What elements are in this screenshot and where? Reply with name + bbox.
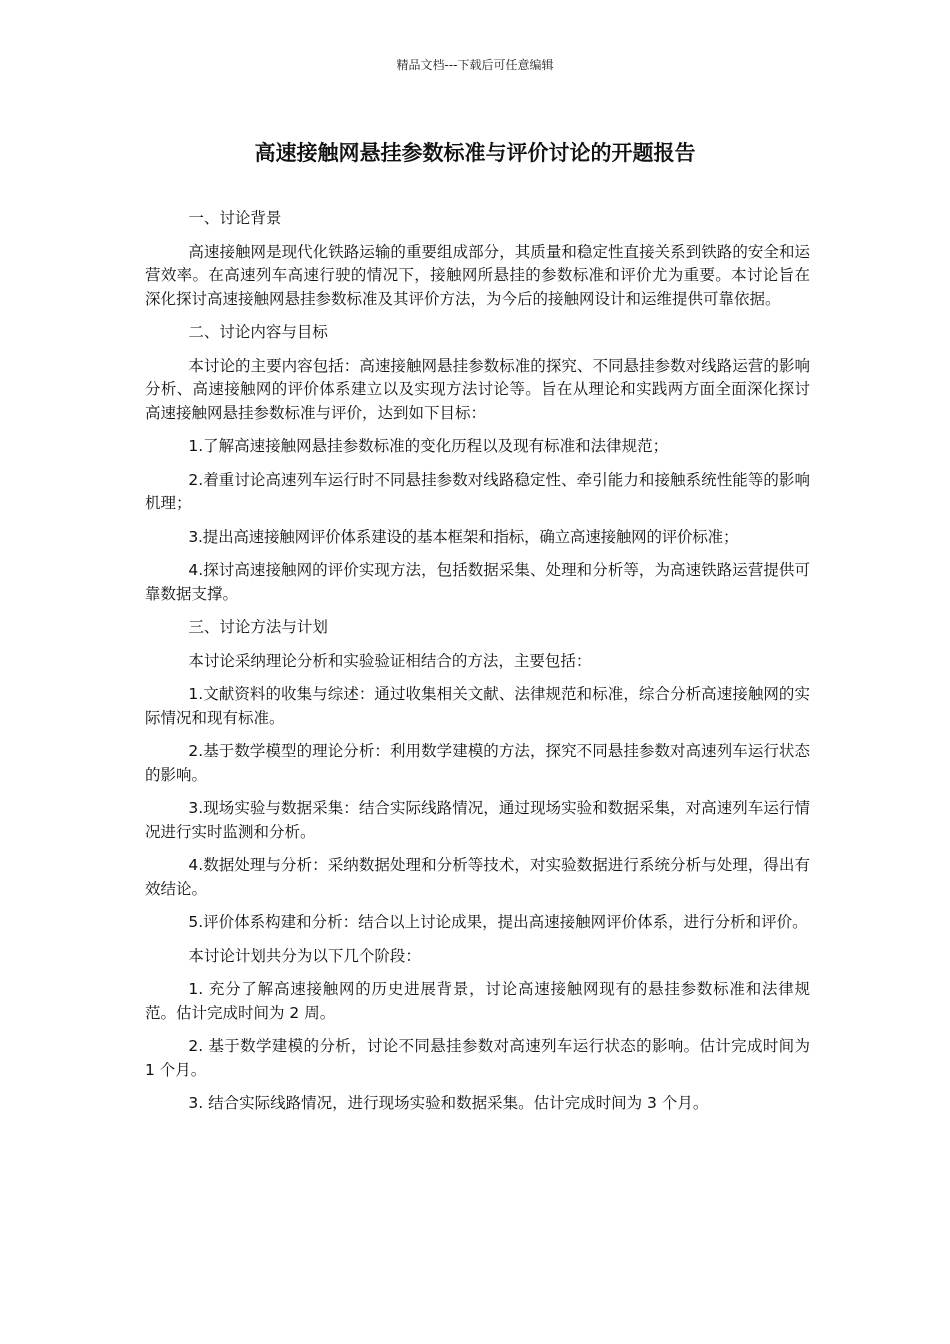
method-item: 1.文献资料的收集与综述：通过收集相关文献、法律规范和标准，综合分析高速接触网的实际情况和现有标准。 [145,685,810,727]
method-item: 3.现场实验与数据采集：结合实际线路情况，通过现场实验和数据采集，对高速列车运行情况进行实时监测和分析。 [145,799,810,841]
plan-item: 2. 基于数学建模的分析，讨论不同悬挂参数对高速列车运行状态的影响。估计完成时间为 1 个月。 [145,1037,810,1079]
method-item: 5.评价体系构建和分析：结合以上讨论成果，提出高速接触网评价体系，进行分析和评价。 [188,913,808,931]
method-item: 4.数据处理与分析：采纳数据处理和分析等技术，对实验数据进行系统分析与处理，得出有效结论。 [145,856,810,898]
section-heading-content: 二、讨论内容与目标 [188,323,328,341]
document-body [145,207,810,1126]
method-item: 2.基于数学模型的理论分析：利用数学建模的方法，探究不同悬挂参数对高速列车运行状态的影响。 [145,742,810,784]
goal-item: 3.提出高速接触网评价体系建设的基本框架和指标，确立高速接触网的评价标准； [188,527,739,546]
section-heading-method: 三、讨论方法与计划 [188,618,328,636]
paragraph-content: 本讨论的主要内容包括：高速接触网悬挂参数标准的探究、不同悬挂参数对线路运营的影响分析、高速接触网的评价体系建立以及实现方法讨论等。旨在从理论和实践两方面全面深化探讨高速接触网悬挂参数标准与评价，达到如下目标： [145,356,810,422]
paragraph-plan-intro: 本讨论计划共分为以下几个阶段： [188,946,421,965]
document-title: 高速接触网悬挂参数标准与评价讨论的开题报告 [254,141,696,165]
plan-item: 3. 结合实际线路情况，进行现场实验和数据采集。估计完成时间为 3 个月。 [188,1094,709,1112]
plan-item: 1. 充分了解高速接触网的历史进展背景，讨论高速接触网现有的悬挂参数标准和法律规范。估计完成时间为 2 周。 [145,980,810,1022]
goal-item: 4.探讨高速接触网的评价实现方法，包括数据采集、处理和分析等，为高速铁路运营提供可靠数据支撑。 [145,561,810,603]
goal-item: 1.了解高速接触网悬挂参数标准的变化历程以及现有标准和法律规范； [188,437,669,455]
paragraph-background: 高速接触网是现代化铁路运输的重要组成部分，其质量和稳定性直接关系到铁路的安全和运营效率。在高速列车高速行驶的情况下，接触网所悬挂的参数标准和评价尤为重要。本讨论旨在深化探讨高速接触网悬挂参数标准及其评价方法，为今后的接触网设计和运维提供可靠依据。 [145,242,810,308]
paragraph-method-intro: 本讨论采纳理论分析和实验验证相结合的方法，主要包括： [188,651,592,670]
goal-item: 2.着重讨论高速列车运行时不同悬挂参数对线路稳定性、牵引能力和接触系统性能等的影响机理； [145,470,810,512]
section-heading-background: 一、讨论背景 [188,209,282,227]
header-watermark: 精品文档---下载后可任意编辑 [396,58,554,72]
